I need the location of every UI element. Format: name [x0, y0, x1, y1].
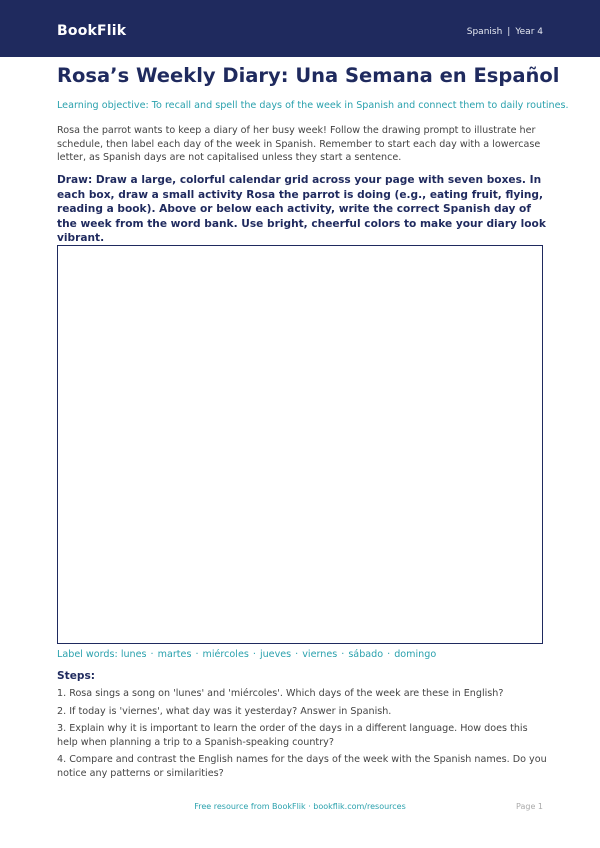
step-item: 3. Explain why it is important to learn the order of the days in a different language. How does this help when planning a trip to a Spanish-speaking country? — [57, 723, 528, 748]
label-word: lunes — [120, 649, 147, 660]
word-separator: · — [387, 649, 391, 660]
label-word: viernes — [302, 649, 338, 660]
word-separator: · — [252, 649, 256, 660]
label-words-bank — [57, 649, 436, 660]
intro-paragraph: Rosa the parrot wants to keep a diary of her busy week! Follow the drawing prompt to illustrate her schedule, then label each day of the week in Spanish. Remember to start each day with a lowercase letter, as Spanish days are not capitalised unless they start a sentence. — [57, 125, 541, 163]
draw-prompt: Draw: Draw a large, colorful calendar grid across your page with seven boxes. In each box, draw a small activity Rosa the parrot is doing (e.g., eating fruit, flying, reading a book). Above or below each activity, write the correct Spanish day of the week from the word bank. Use bright, cheerful colors to make your diary look vibrant. — [57, 174, 546, 244]
word-separator: · — [195, 649, 199, 660]
steps-list — [57, 687, 547, 784]
step-item: 2. If today is 'viernes', what day was it yesterday? Answer in Spanish. — [57, 705, 392, 717]
label-word: jueves — [259, 649, 292, 660]
page-number: Page 1 — [516, 802, 543, 811]
label-word: sábado — [348, 649, 384, 660]
word-separator: · — [341, 649, 345, 660]
word-separator: · — [150, 649, 154, 660]
step-item: 4. Compare and contrast the English names for the days of the week with the Spanish names. Do you notice any patterns or similarities? — [57, 754, 547, 779]
drawing-area[interactable] — [57, 245, 543, 644]
page-title: Rosa’s Weekly Diary: Una Semana en Español — [57, 64, 560, 87]
brand-logo: BookFlik — [57, 23, 127, 39]
year-label: Year 4 — [515, 27, 543, 37]
subject-year-meta — [467, 27, 543, 37]
word-separator: · — [295, 649, 299, 660]
footer-credit[interactable]: Free resource from BookFlik · bookflik.com/resources — [194, 802, 406, 811]
header-bar — [0, 0, 600, 57]
steps-heading: Steps: — [57, 670, 96, 682]
label-word: martes — [157, 649, 192, 660]
meta-separator: | — [507, 27, 511, 37]
subject-label: Spanish — [466, 27, 503, 37]
label-word: domingo — [394, 649, 437, 660]
label-words-prefix: Label words: — [57, 649, 118, 660]
step-item: 1. Rosa sings a song on 'lunes' and 'miércoles'. Which days of the week are these in English? — [57, 688, 504, 699]
label-word: miércoles — [202, 649, 249, 660]
learning-objective: Learning objective: To recall and spell the days of the week in Spanish and connect them to daily routines. — [57, 100, 569, 111]
